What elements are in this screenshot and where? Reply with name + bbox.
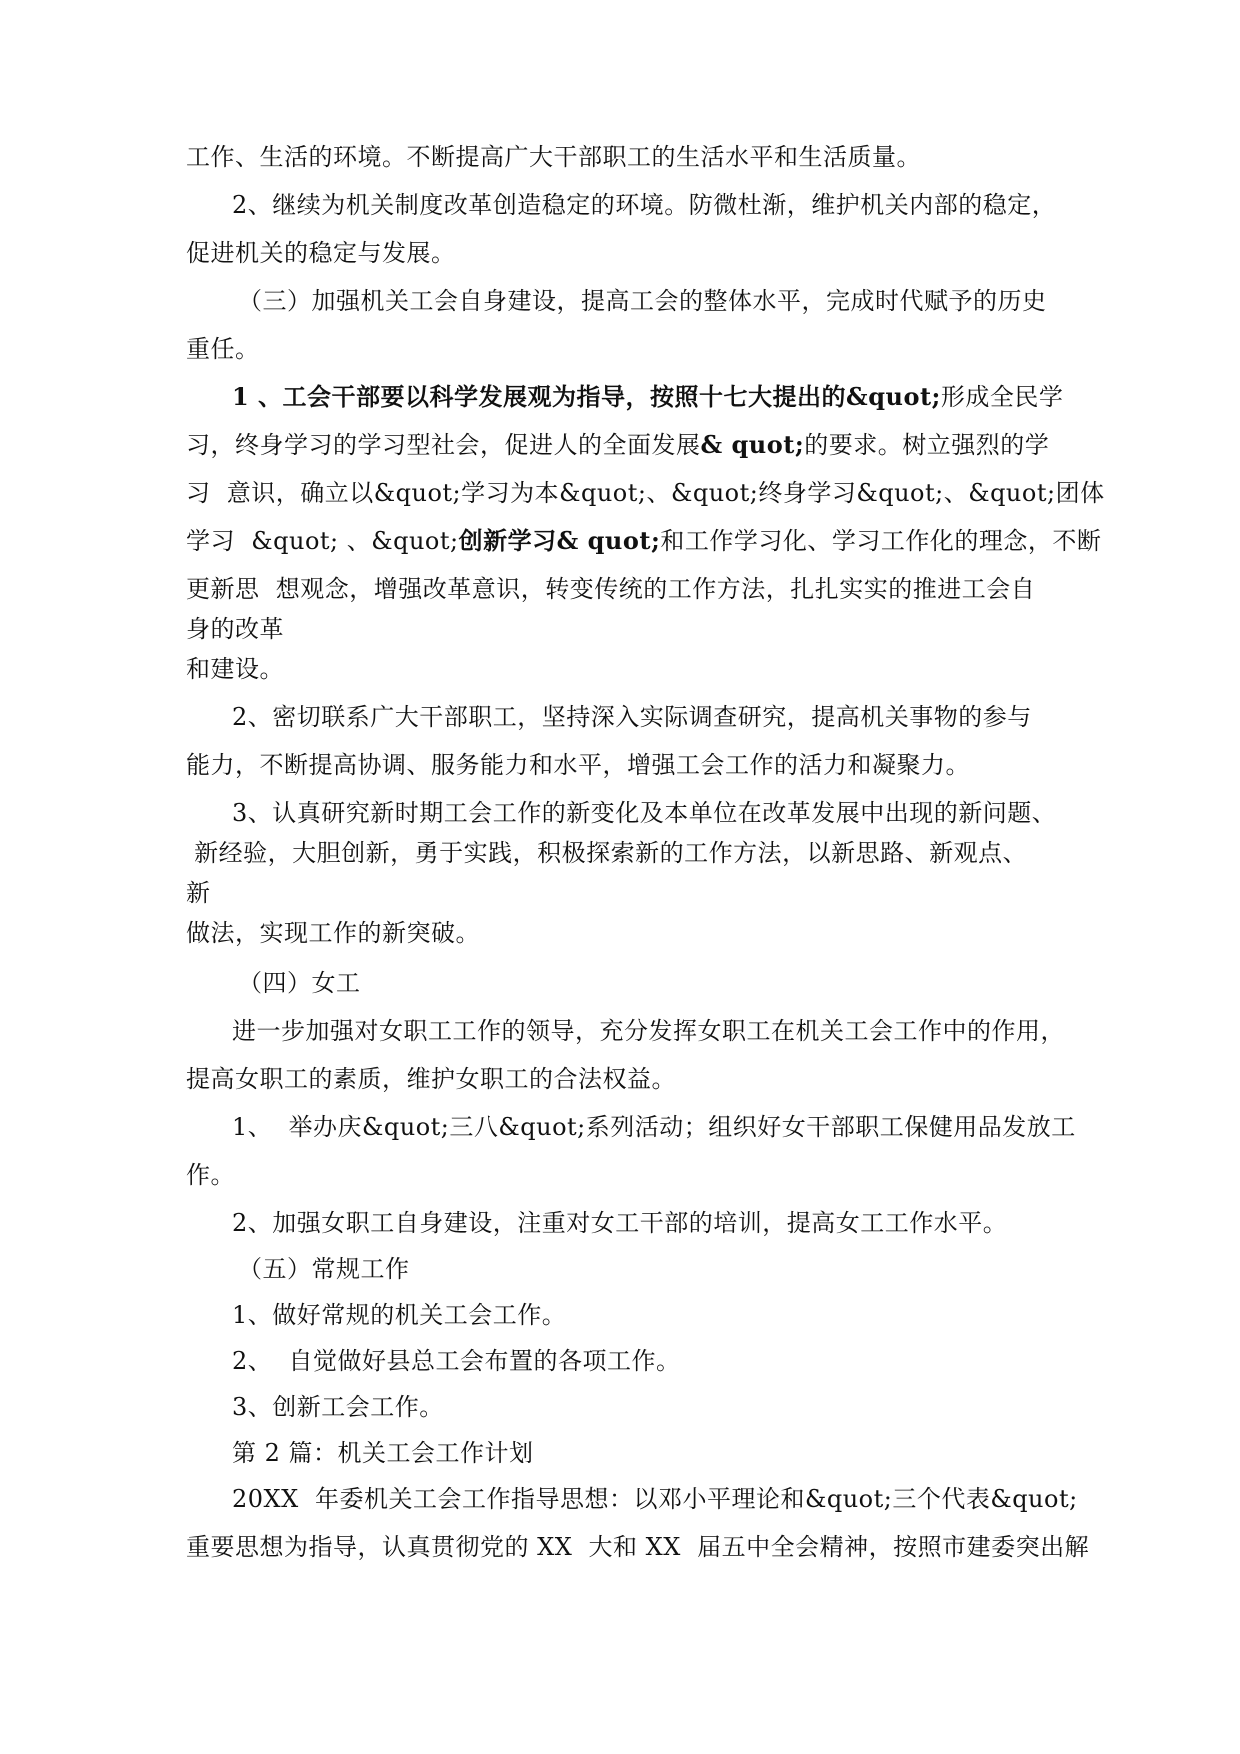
paragraph-line: 工作、生活的环境。不断提高广大干部职工的生活水平和生活质量。 [186, 143, 921, 171]
section-heading: （四）女工 [238, 969, 361, 997]
paragraph-line: 1、 举办庆&quot;三八&quot;系列活动；组织好女干部职工保健用品发放工 [232, 1113, 1076, 1141]
text-run: 形成全民学 [940, 383, 1064, 411]
paragraph-line: 和建设。 [186, 655, 284, 683]
paragraph-line: 2、继续为机关制度改革创造稳定的环境。防微杜渐，维护机关内部的稳定， [232, 191, 1057, 219]
paragraph-line: 身的改革 [186, 615, 284, 643]
article-title: 第 2 篇：机关工会工作计划 [232, 1439, 534, 1467]
paragraph-line: 2、 自觉做好县总工会布置的各项工作。 [232, 1347, 681, 1375]
paragraph-line: 重任。 [186, 335, 260, 363]
text-run: 和工作学习化、学习工作化的理念，不断 [660, 527, 1102, 555]
section-heading: （三）加强机关工会自身建设，提高工会的整体水平，完成时代赋予的历史 [238, 287, 1047, 315]
text-run: 学习 &quot; 、&quot; [186, 527, 459, 555]
paragraph-line: 习 意识，确立以&quot;学习为本&quot;、&quot;终身学习&quot;、&quot;团体 [186, 479, 1105, 507]
paragraph-line: 进一步加强对女职工工作的领导，充分发挥女职工在机关工会工作中的作用， [232, 1017, 1065, 1045]
bold-phrase: & quot; [700, 430, 805, 459]
bold-phrase: 创新学习& quot; [458, 526, 661, 555]
section-heading: （五）常规工作 [238, 1255, 410, 1283]
paragraph-line: 新 [186, 879, 211, 907]
paragraph-line: 能力，不断提高协调、服务能力和水平，增强工会工作的活力和凝聚力。 [186, 751, 970, 779]
paragraph-line [232, 382, 1063, 412]
paragraph-line: 重要思想为指导，认真贯彻党的 XX 大和 XX 届五中全会精神，按照市建委突出解 [186, 1533, 1090, 1561]
paragraph-line: 更新思 想观念，增强改革意识，转变传统的工作方法，扎扎实实的推进工会自 [186, 575, 1036, 603]
paragraph-line: 做法，实现工作的新突破。 [186, 919, 480, 947]
paragraph-line [186, 526, 1101, 556]
paragraph-line: 作。 [186, 1161, 235, 1189]
paragraph-line [186, 430, 1049, 460]
paragraph-line: 新经验，大胆创新，勇于实践，积极探索新的工作方法，以新思路、新观点、 [186, 839, 1028, 867]
paragraph-line: 3、认真研究新时期工会工作的新变化及本单位在改革发展中出现的新问题、 [232, 799, 1057, 827]
paragraph-line: 促进机关的稳定与发展。 [186, 239, 456, 267]
paragraph-line: 20XX 年委机关工会工作指导思想：以邓小平理论和&quot;三个代表&quot; [232, 1485, 1078, 1513]
paragraph-line: 2、密切联系广大干部职工，坚持深入实际调查研究，提高机关事物的参与 [232, 703, 1032, 731]
paragraph-line: 提高女职工的素质，维护女职工的合法权益。 [186, 1065, 676, 1093]
paragraph-line: 1、做好常规的机关工会工作。 [232, 1301, 567, 1329]
text-run: 的要求。树立强烈的学 [804, 431, 1050, 459]
text-run: 习，终身学习的学习型社会，促进人的全面发展 [186, 431, 701, 459]
paragraph-line: 3、创新工会工作。 [232, 1393, 444, 1421]
paragraph-line: 2、加强女职工自身建设，注重对女工干部的培训，提高女工工作水平。 [232, 1209, 1008, 1237]
bold-phrase: 1 、工会干部要以科学发展观为指导，按照十七大提出的&quot; [232, 382, 941, 411]
